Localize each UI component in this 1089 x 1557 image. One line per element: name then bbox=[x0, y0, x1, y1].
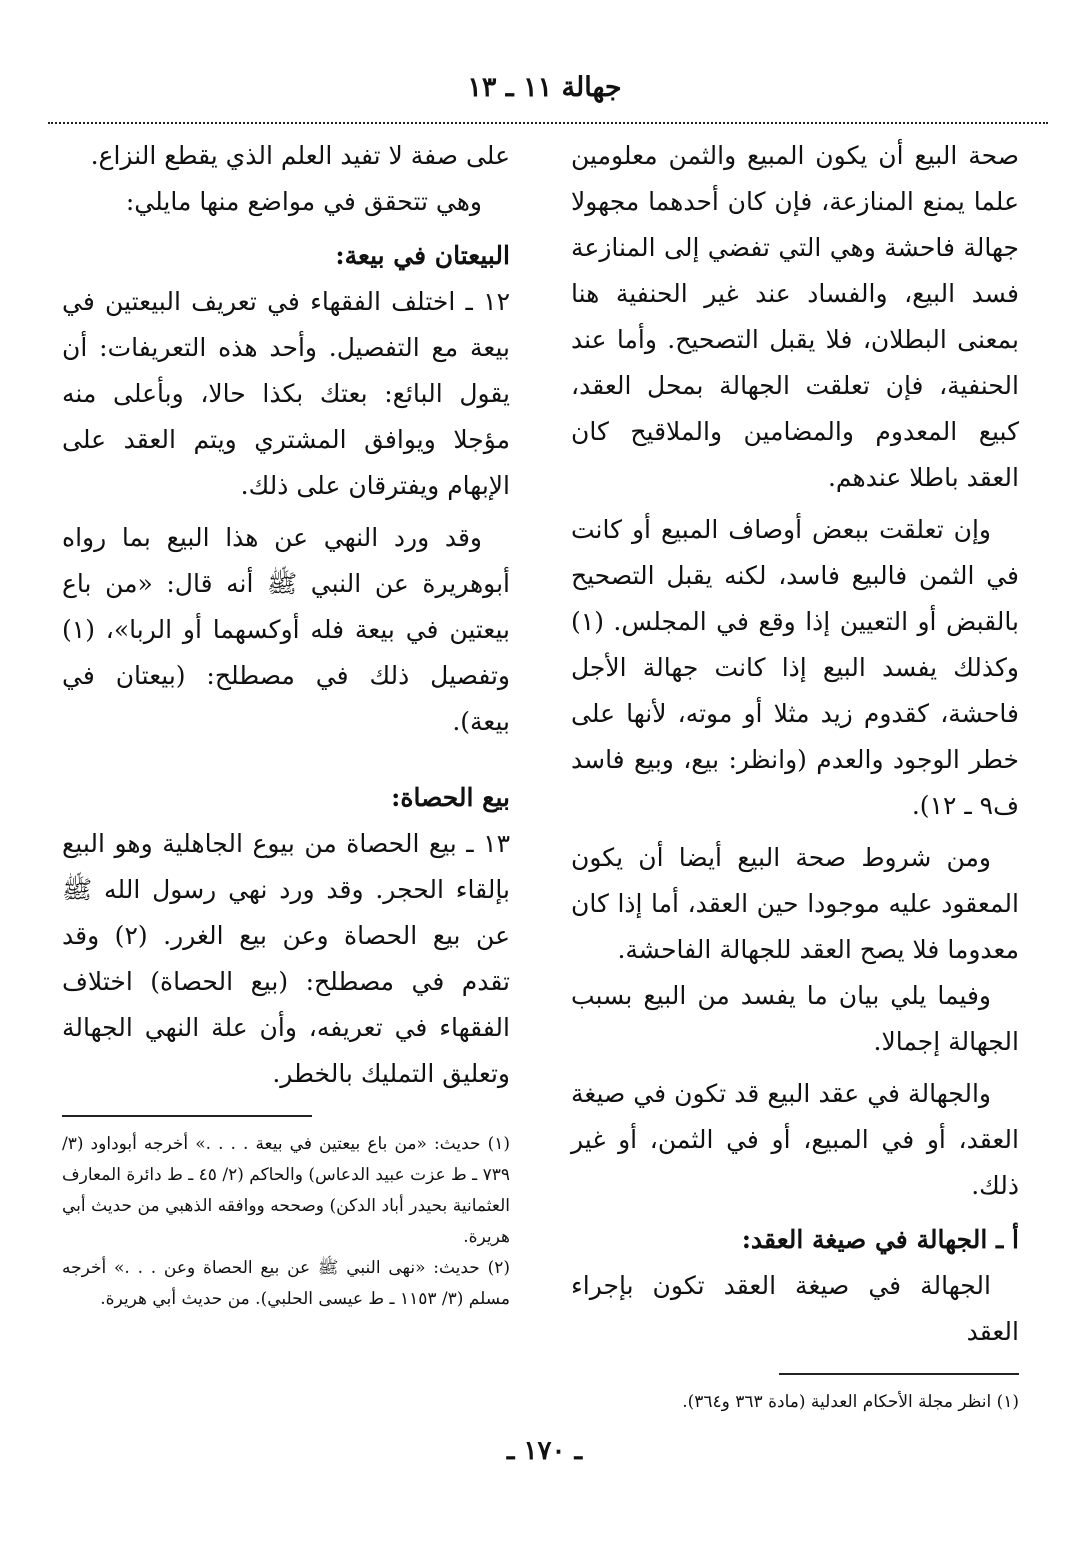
footnote: (١) حديث: «من باع بيعتين في بيعة . . . .» أخرجه أبوداود (٣/ ٧٣٩ ـ ط عزت عبيد الدعاس) والحاكم (٢/ ٤٥ ـ ط دائرة المعارف العثمانية بحيدر أباد الدكن) وصححه ووافقه الذهبي من حديث أبي هريرة. bbox=[62, 1134, 510, 1247]
paragraph: ومن شروط صحة البيع أيضا أن يكون المعقود عليه موجودا حين العقد، أما إذا كان معدوما فلا يصح العقد للجهالة الفاحشة. bbox=[571, 843, 1019, 964]
right-column bbox=[571, 133, 1019, 1418]
paragraph: ١٢ ـ اختلف الفقهاء في تعريف البيعتين في بيعة مع التفصيل. وأحد هذه التعريفات: أن يقول البائع: بعتك بكذا حالا، وبأعلى منه مؤجلا ويوافق المشتري ويتم العقد على الإبهام ويفترقان على ذلك. bbox=[62, 287, 510, 500]
footnote-divider bbox=[779, 1373, 1019, 1375]
paragraph: وهي تتحقق في مواضع منها مايلي: bbox=[125, 187, 482, 216]
header-divider bbox=[48, 122, 1048, 124]
paragraph: وقد ورد النهي عن هذا البيع بما رواه أبوهريرة عن النبي ﷺ أنه قال: «من باع بيعتين في بيعة فله أوكسهما أو الربا»، (١) وتفصيل ذلك في مصطلح: (بيعتان في بيعة). bbox=[62, 523, 510, 736]
footnote-divider bbox=[62, 1115, 312, 1117]
paragraph: على صفة لا تفيد العلم الذي يقطع النزاع. bbox=[90, 141, 510, 170]
footnote: (٢) حديث: «نهى النبي ﷺ عن بيع الحصاة وعن . . .» أخرجه مسلم (٣/ ١١٥٣ ـ ط عيسى الحلبي). من حديث أبي هريرة. bbox=[62, 1258, 510, 1309]
paragraph: والجهالة في عقد البيع قد تكون في صيغة العقد، أو في المبيع، أو في الثمن، أو غير ذلك. bbox=[571, 1079, 1019, 1200]
paragraph: وفيما يلي بيان ما يفسد من البيع بسبب الجهالة إجمالا. bbox=[571, 981, 1019, 1056]
section-heading: البيعتان في بيعة: bbox=[335, 241, 510, 270]
footnote: (١) انظر مجلة الأحكام العدلية (مادة ٣٦٣ و٣٦٤). bbox=[682, 1392, 1019, 1412]
paragraph: صحة البيع أن يكون المبيع والثمن معلومين علما يمنع المنازعة، فإن كان أحدهما مجهولا جهالة فاحشة وهي التي تفضي إلى المنازعة فسد البيع، والفساد عند غير الحنفية هنا بمعنى البطلان، فلا يقبل التصحيح. وأما عند الحنفية، فإن تعلقت الجهالة بمحل العقد، كبيع المعدوم والمضامين والملاقيح كان العقد باطلا عندهم. bbox=[571, 141, 1019, 492]
paragraph: وإن تعلقت ببعض أوصاف المبيع أو كانت في الثمن فالبيع فاسد، لكنه يقبل التصحيح بالقبض أو التعيين إذا وقع في المجلس. (١) وكذلك يفسد البيع إذا كانت جهالة الأجل فاحشة، كقدوم زيد مثلا أو موته، لأنها على خطر الوجود والعدم (وانظر: بيع، وبيع فاسد ف٩ ـ ١٢). bbox=[571, 515, 1019, 820]
paragraph: ١٣ ـ بيع الحصاة من بيوع الجاهلية وهو البيع بإلقاء الحجر. وقد ورد نهي رسول الله ﷺ عن بيع الحصاة وعن بيع الغرر. (٢) وقد تقدم في مصطلح: (بيع الحصاة) اختلاف الفقهاء في تعريفه، وأن علة النهي الجهالة وتعليق التمليك بالخطر. bbox=[62, 829, 510, 1088]
section-heading: أ ـ الجهالة في صيغة العقد: bbox=[741, 1225, 1019, 1254]
paragraph: الجهالة في صيغة العقد تكون بإجراء العقد bbox=[571, 1271, 1019, 1346]
page-title: جهالة ١١ ـ ١٣ bbox=[467, 72, 622, 103]
section-heading: بيع الحصاة: bbox=[391, 783, 510, 812]
left-column bbox=[62, 133, 510, 1315]
page-number: ـ ١٧٠ ـ bbox=[506, 1436, 583, 1466]
